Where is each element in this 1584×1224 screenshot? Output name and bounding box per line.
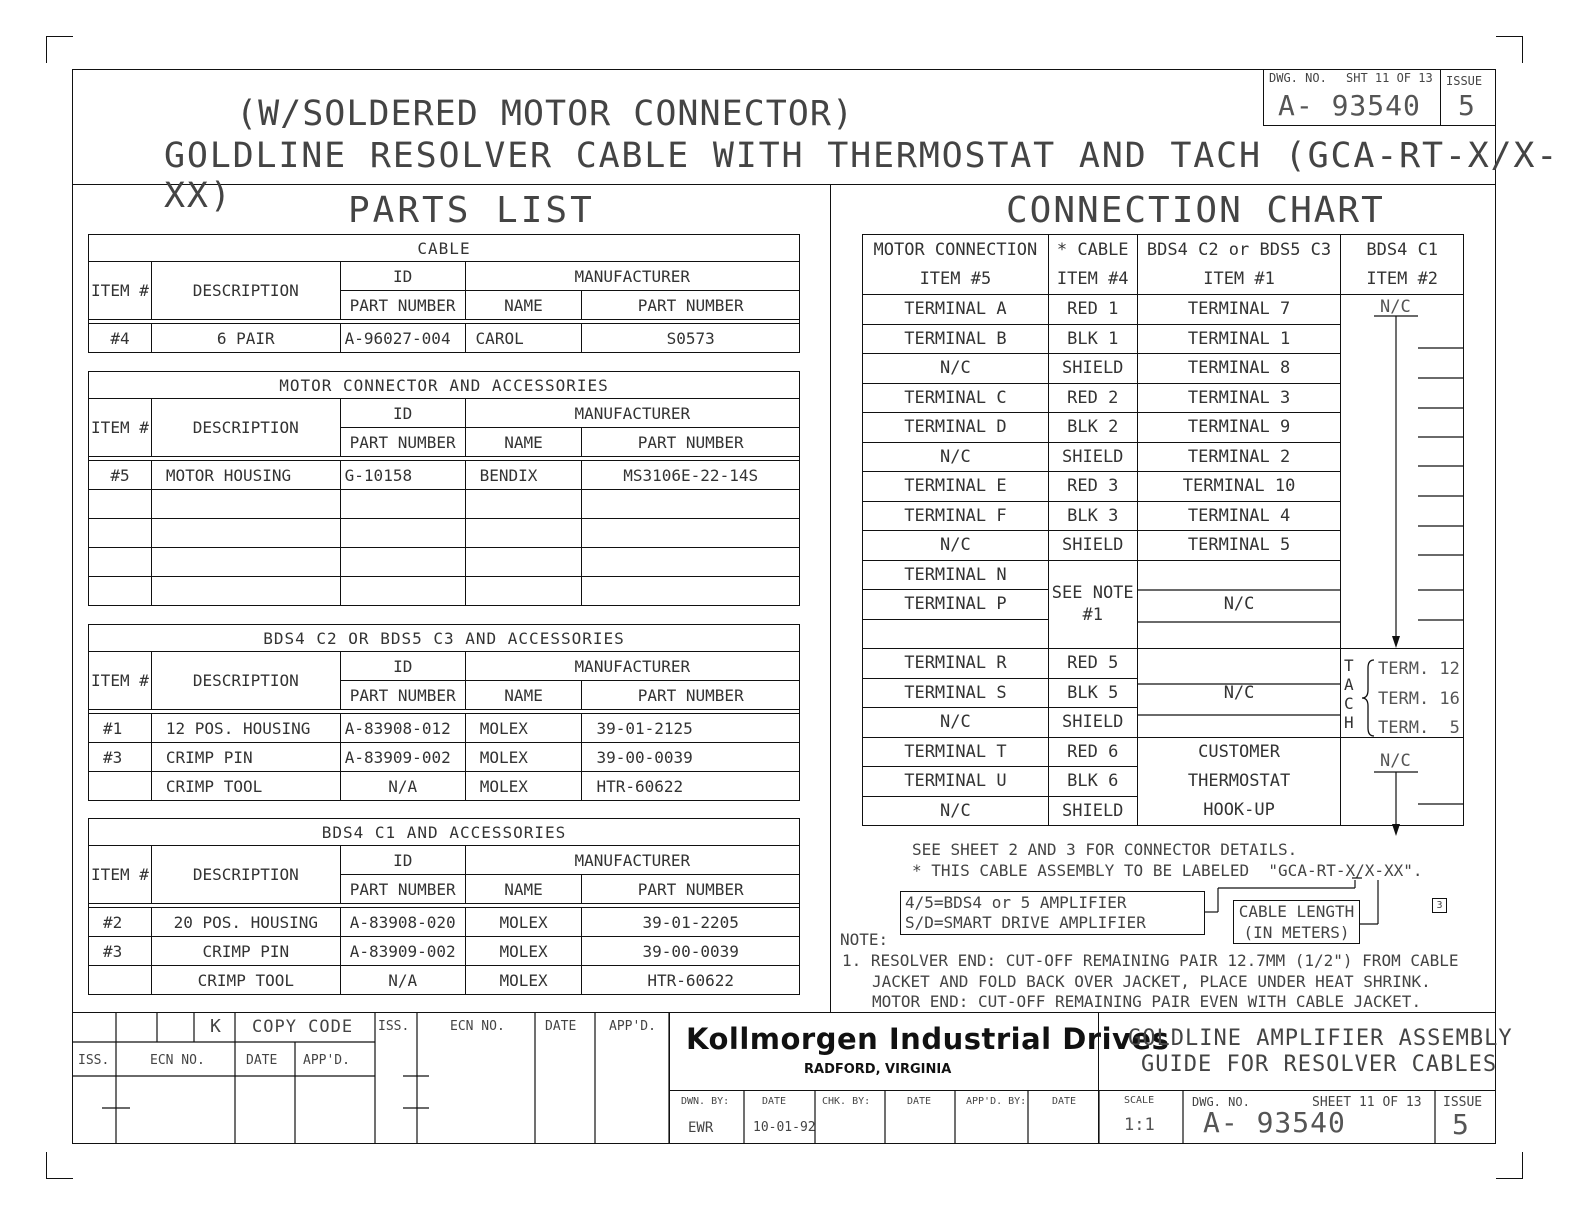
- parts-table-bds4-c1: [88, 818, 800, 995]
- crop-mark-bottom-right: [1496, 1152, 1523, 1179]
- motor-cell: N/C: [863, 796, 1049, 826]
- header-motor-connection: MOTOR CONNECTION ITEM #5: [863, 235, 1049, 295]
- part-cell: 39-00-0039: [582, 937, 800, 966]
- c2-cell: TERMINAL 8: [1137, 354, 1341, 384]
- header-cable: * CABLE ITEM #4: [1048, 235, 1137, 295]
- note-see-sheet: SEE SHEET 2 AND 3 FOR CONNECTOR DETAILS.: [912, 840, 1298, 859]
- description-cell: CRIMP PIN: [151, 937, 340, 966]
- table-row: [89, 577, 800, 606]
- motor-cell: TERMINAL F: [863, 501, 1049, 531]
- item-cell: #5: [89, 461, 152, 490]
- col-manufacturer-header: MANUFACTURER: [465, 652, 799, 681]
- connection-chart-heading: CONNECTION CHART: [1006, 190, 1385, 231]
- date2-label: DATE: [907, 1096, 932, 1107]
- dwn-by-value: EWR: [688, 1120, 714, 1136]
- drawing-title-line1: (W/SOLDERED MOTOR CONNECTOR): [236, 94, 855, 134]
- description-cell: 12 POS. HOUSING: [151, 714, 340, 743]
- appd-by-label: APP'D. BY:: [966, 1096, 1027, 1107]
- item-cell: [89, 966, 152, 995]
- part-cell: HTR-60622: [582, 772, 800, 801]
- motor-cell: TERMINAL C: [863, 383, 1049, 413]
- c2-cell: TERMINAL 9: [1137, 413, 1341, 443]
- date-label: DATE: [762, 1096, 787, 1107]
- item-cell: #3: [89, 937, 152, 966]
- description-cell: CRIMP PIN: [151, 743, 340, 772]
- revision-flag: 3: [1432, 898, 1447, 913]
- col-item-header: ITEM #: [89, 652, 152, 710]
- name-cell: CAROL: [465, 324, 582, 353]
- cable-cell: BLK 5: [1048, 678, 1137, 708]
- drawing-title-1: GOLDLINE AMPLIFIER ASSEMBLY: [1128, 1026, 1513, 1051]
- scale-label: SCALE: [1124, 1095, 1155, 1106]
- description-cell: CRIMP TOOL: [151, 772, 340, 801]
- company-name: Kollmorgen Industrial Drives: [686, 1022, 1170, 1056]
- amplifier-code-box: [900, 891, 1205, 935]
- drawing-title-2: GUIDE FOR RESOLVER CABLES: [1141, 1052, 1498, 1077]
- cable-cell: SHIELD: [1048, 354, 1137, 384]
- rev-iss-header: ISS.: [78, 1053, 110, 1068]
- section-caption: CABLE: [89, 235, 800, 262]
- tach-brace: [1360, 656, 1380, 740]
- rev-appd-header-top: APP'D.: [609, 1019, 656, 1034]
- col-name-header: NAME: [465, 681, 582, 710]
- id-cell: A-83909-002: [340, 937, 465, 966]
- col-id-header: ID: [340, 652, 465, 681]
- date-value: 10-01-92: [753, 1120, 816, 1135]
- id-cell: A-83908-020: [340, 908, 465, 937]
- c1-nc-arrow-bottom: [1340, 744, 1464, 838]
- note-heading: NOTE:: [840, 930, 889, 949]
- description-cell: CRIMP TOOL: [151, 966, 340, 995]
- drawing-title-line2: GOLDLINE RESOLVER CABLE WITH THERMOSTAT AND TACH (GCA-RT-X/X-XX): [164, 136, 1560, 216]
- motor-cell: TERMINAL N: [863, 560, 1049, 590]
- col-id-header: ID: [340, 399, 465, 428]
- cable-cell: RED 6: [1048, 737, 1137, 767]
- name-cell: MOLEX: [465, 743, 582, 772]
- part-cell: MS3106E-22-14S: [582, 461, 800, 490]
- crop-mark-top-left: [46, 36, 73, 63]
- note-1-line1: 1. RESOLVER END: CUT-OFF REMAINING PAIR 12.7MM (1/2") FROM CABLE: [842, 951, 1459, 970]
- col-id-header: ID: [340, 846, 465, 875]
- c2-nc-lines: [1137, 560, 1341, 750]
- motor-cell: TERMINAL P: [863, 590, 1049, 620]
- motor-cell: N/C: [863, 708, 1049, 738]
- col-mfr-part-header: PART NUMBER: [582, 428, 800, 457]
- c1-nc-top: N/C: [1380, 297, 1411, 317]
- tach-label: T A C H: [1344, 656, 1354, 732]
- id-cell: N/A: [340, 966, 465, 995]
- item-cell: #3: [89, 743, 152, 772]
- tb-sheet-label: SHEET 11 OF 13: [1312, 1095, 1422, 1110]
- cable-cell: BLK 3: [1048, 501, 1137, 531]
- c1-nc-arrow-top: [1340, 290, 1464, 655]
- crop-mark-top-right: [1496, 36, 1523, 63]
- c2-cell: TERMINAL 5: [1137, 531, 1341, 561]
- name-cell: BENDIX: [465, 461, 582, 490]
- id-cell: N/A: [340, 772, 465, 801]
- table-row: [89, 461, 800, 490]
- header-issue: 5: [1458, 89, 1476, 122]
- c2-cell: TERMINAL 2: [1137, 442, 1341, 472]
- table-row: [89, 714, 800, 743]
- cable-cell: BLK 2: [1048, 413, 1137, 443]
- motor-cell: N/C: [863, 354, 1049, 384]
- col-id-part-header: PART NUMBER: [340, 681, 465, 710]
- rev-ecn-header-top: ECN NO.: [450, 1019, 505, 1034]
- motor-cell: TERMINAL U: [863, 767, 1049, 797]
- col-id-header: ID: [340, 262, 465, 291]
- col-mfr-part-header: PART NUMBER: [582, 681, 800, 710]
- header-dwg-no: A- 93540: [1278, 89, 1421, 122]
- id-cell: G-10158: [340, 461, 465, 490]
- motor-cell: TERMINAL E: [863, 472, 1049, 502]
- motor-cell: TERMINAL R: [863, 649, 1049, 679]
- amp-box-line1: 4/5=BDS4 or 5 AMPLIFIER: [905, 893, 1127, 912]
- copy-code-letter: K: [210, 1016, 221, 1037]
- col-description-header: DESCRIPTION: [151, 262, 340, 320]
- crop-mark-bottom-left: [46, 1152, 73, 1179]
- cable-cell: RED 3: [1048, 472, 1137, 502]
- c2-cell: N/C: [1137, 560, 1341, 649]
- part-cell: 39-01-2125: [582, 714, 800, 743]
- section-caption: BDS4 C2 OR BDS5 C3 AND ACCESSORIES: [89, 625, 800, 652]
- motor-cell: N/C: [863, 442, 1049, 472]
- table-row: [89, 772, 800, 801]
- rev-appd-header: APP'D.: [303, 1053, 350, 1068]
- c2-cell: TERMINAL 3: [1137, 383, 1341, 413]
- cable-cell: SHIELD: [1048, 442, 1137, 472]
- header-sheet-label: SHT 11 OF 13: [1346, 71, 1433, 85]
- col-id-part-header: PART NUMBER: [340, 291, 465, 320]
- motor-cell: TERMINAL S: [863, 678, 1049, 708]
- tach-term-16: TERM. 16: [1378, 689, 1460, 709]
- dwn-by-label: DWN. BY:: [681, 1096, 730, 1107]
- table-row: [89, 743, 800, 772]
- col-description-header: DESCRIPTION: [151, 399, 340, 457]
- col-id-part-header: PART NUMBER: [340, 428, 465, 457]
- id-cell: A-96027-004: [340, 324, 465, 353]
- date3-label: DATE: [1052, 1096, 1077, 1107]
- motor-cell: TERMINAL A: [863, 295, 1049, 325]
- header-bds4-c1: BDS4 C1 ITEM #2: [1341, 235, 1464, 295]
- amp-box-line2: S/D=SMART DRIVE AMPLIFIER: [905, 913, 1146, 932]
- motor-cell: TERMINAL T: [863, 737, 1049, 767]
- cable-cell: SHIELD: [1048, 531, 1137, 561]
- name-cell: MOLEX: [465, 714, 582, 743]
- table-row: [89, 519, 800, 548]
- motor-cell: [863, 619, 1049, 649]
- col-description-header: DESCRIPTION: [151, 846, 340, 904]
- col-manufacturer-header: MANUFACTURER: [465, 262, 799, 291]
- col-item-header: ITEM #: [89, 262, 152, 320]
- copy-code-label: COPY CODE: [252, 1017, 354, 1037]
- parts-table-cable: [88, 234, 800, 353]
- table-row: [89, 490, 800, 519]
- name-cell: MOLEX: [465, 966, 582, 995]
- header-dwg-no-label: DWG. NO.: [1269, 71, 1327, 85]
- c1-nc-bottom: N/C: [1380, 751, 1411, 771]
- item-cell: #1: [89, 714, 152, 743]
- length-box-line1: CABLE LENGTH: [1238, 902, 1355, 921]
- section-caption: BDS4 C1 AND ACCESSORIES: [89, 819, 800, 846]
- description-cell: MOTOR HOUSING: [151, 461, 340, 490]
- note-1-line3: MOTOR END: CUT-OFF REMAINING PAIR EVEN WITH CABLE JACKET.: [872, 992, 1422, 1011]
- length-box-line2: (IN METERS): [1243, 923, 1350, 942]
- col-manufacturer-header: MANUFACTURER: [465, 399, 799, 428]
- table-row: [89, 548, 800, 577]
- part-cell: 39-00-0039: [582, 743, 800, 772]
- cable-cell: RED 2: [1048, 383, 1137, 413]
- rev-iss-header-top: ISS.: [378, 1019, 410, 1034]
- col-item-header: ITEM #: [89, 846, 152, 904]
- label-leader-lines: [1200, 876, 1400, 946]
- motor-cell: TERMINAL B: [863, 324, 1049, 354]
- parts-table-bds4-c2: [88, 624, 800, 801]
- c2-cell: TERMINAL 10: [1137, 472, 1341, 502]
- parts-list-heading: PARTS LIST: [348, 190, 595, 231]
- cable-cell: BLK 1: [1048, 324, 1137, 354]
- id-cell: A-83908-012: [340, 714, 465, 743]
- motor-cell: TERMINAL D: [863, 413, 1049, 443]
- table-row: [89, 966, 800, 995]
- note-1-line2: JACKET AND FOLD BACK OVER JACKET, PLACE UNDER HEAT SHRINK.: [872, 972, 1431, 991]
- col-name-header: NAME: [465, 875, 582, 904]
- c2-cell: TERMINAL 4: [1137, 501, 1341, 531]
- col-item-header: ITEM #: [89, 399, 152, 457]
- table-row: [89, 908, 800, 937]
- c2-cell: CUSTOMER THERMOSTAT HOOK-UP: [1137, 737, 1341, 826]
- cable-cell: RED 5: [1048, 649, 1137, 679]
- rev-date-header-top: DATE: [545, 1019, 577, 1034]
- id-cell: A-83909-002: [340, 743, 465, 772]
- c2-cell: TERMINAL 1: [1137, 324, 1341, 354]
- tach-term-12: TERM. 12: [1378, 659, 1460, 679]
- col-mfr-part-header: PART NUMBER: [582, 291, 800, 320]
- rev-ecn-header: ECN NO.: [150, 1053, 205, 1068]
- cable-cell: SHIELD: [1048, 708, 1137, 738]
- cable-cell: BLK 6: [1048, 767, 1137, 797]
- chk-by-label: CHK. BY:: [822, 1096, 871, 1107]
- part-cell: S0573: [582, 324, 800, 353]
- header-bds4-c2: BDS4 C2 or BDS5 C3 ITEM #1: [1137, 235, 1341, 295]
- description-cell: 20 POS. HOUSING: [151, 908, 340, 937]
- item-cell: #2: [89, 908, 152, 937]
- cable-cell: RED 1: [1048, 295, 1137, 325]
- part-cell: 39-01-2205: [582, 908, 800, 937]
- col-name-header: NAME: [465, 291, 582, 320]
- header-issue-label: ISSUE: [1446, 74, 1483, 88]
- description-cell: 6 PAIR: [151, 324, 340, 353]
- center-divider: [830, 184, 831, 1013]
- parts-table-motor-connector: [88, 371, 800, 606]
- section-caption: MOTOR CONNECTOR AND ACCESSORIES: [89, 372, 800, 399]
- tb-issue: 5: [1452, 1108, 1470, 1141]
- motor-cell: N/C: [863, 531, 1049, 561]
- col-description-header: DESCRIPTION: [151, 652, 340, 710]
- col-name-header: NAME: [465, 428, 582, 457]
- name-cell: MOLEX: [465, 908, 582, 937]
- revision-grid: [72, 1012, 670, 1144]
- name-cell: MOLEX: [465, 937, 582, 966]
- c2-cell: N/C: [1137, 649, 1341, 738]
- cable-cell: SHIELD: [1048, 796, 1137, 826]
- company-location: RADFORD, VIRGINIA: [804, 1062, 952, 1077]
- cable-cell: SEE NOTE #1: [1048, 560, 1137, 649]
- tb-issue-label: ISSUE: [1443, 1095, 1483, 1110]
- rev-date-header: DATE: [246, 1053, 278, 1068]
- col-id-part-header: PART NUMBER: [340, 875, 465, 904]
- tach-term-5: TERM. 5: [1378, 718, 1460, 738]
- tb-dwg-no: A- 93540: [1203, 1106, 1346, 1139]
- scale-value: 1:1: [1124, 1115, 1155, 1135]
- name-cell: MOLEX: [465, 772, 582, 801]
- tb-dwg-no-label: DWG. NO.: [1192, 1095, 1250, 1109]
- col-mfr-part-header: PART NUMBER: [582, 875, 800, 904]
- c2-cell: TERMINAL 7: [1137, 295, 1341, 325]
- table-row: [89, 324, 800, 353]
- item-cell: [89, 772, 152, 801]
- item-cell: #4: [89, 324, 152, 353]
- note-label-instruction: * THIS CABLE ASSEMBLY TO BE LABELED "GCA-RT-X/X-XX".: [912, 861, 1423, 880]
- col-manufacturer-header: MANUFACTURER: [465, 846, 799, 875]
- part-cell: HTR-60622: [582, 966, 800, 995]
- table-row: [89, 937, 800, 966]
- header-dwg-box: [1263, 69, 1496, 126]
